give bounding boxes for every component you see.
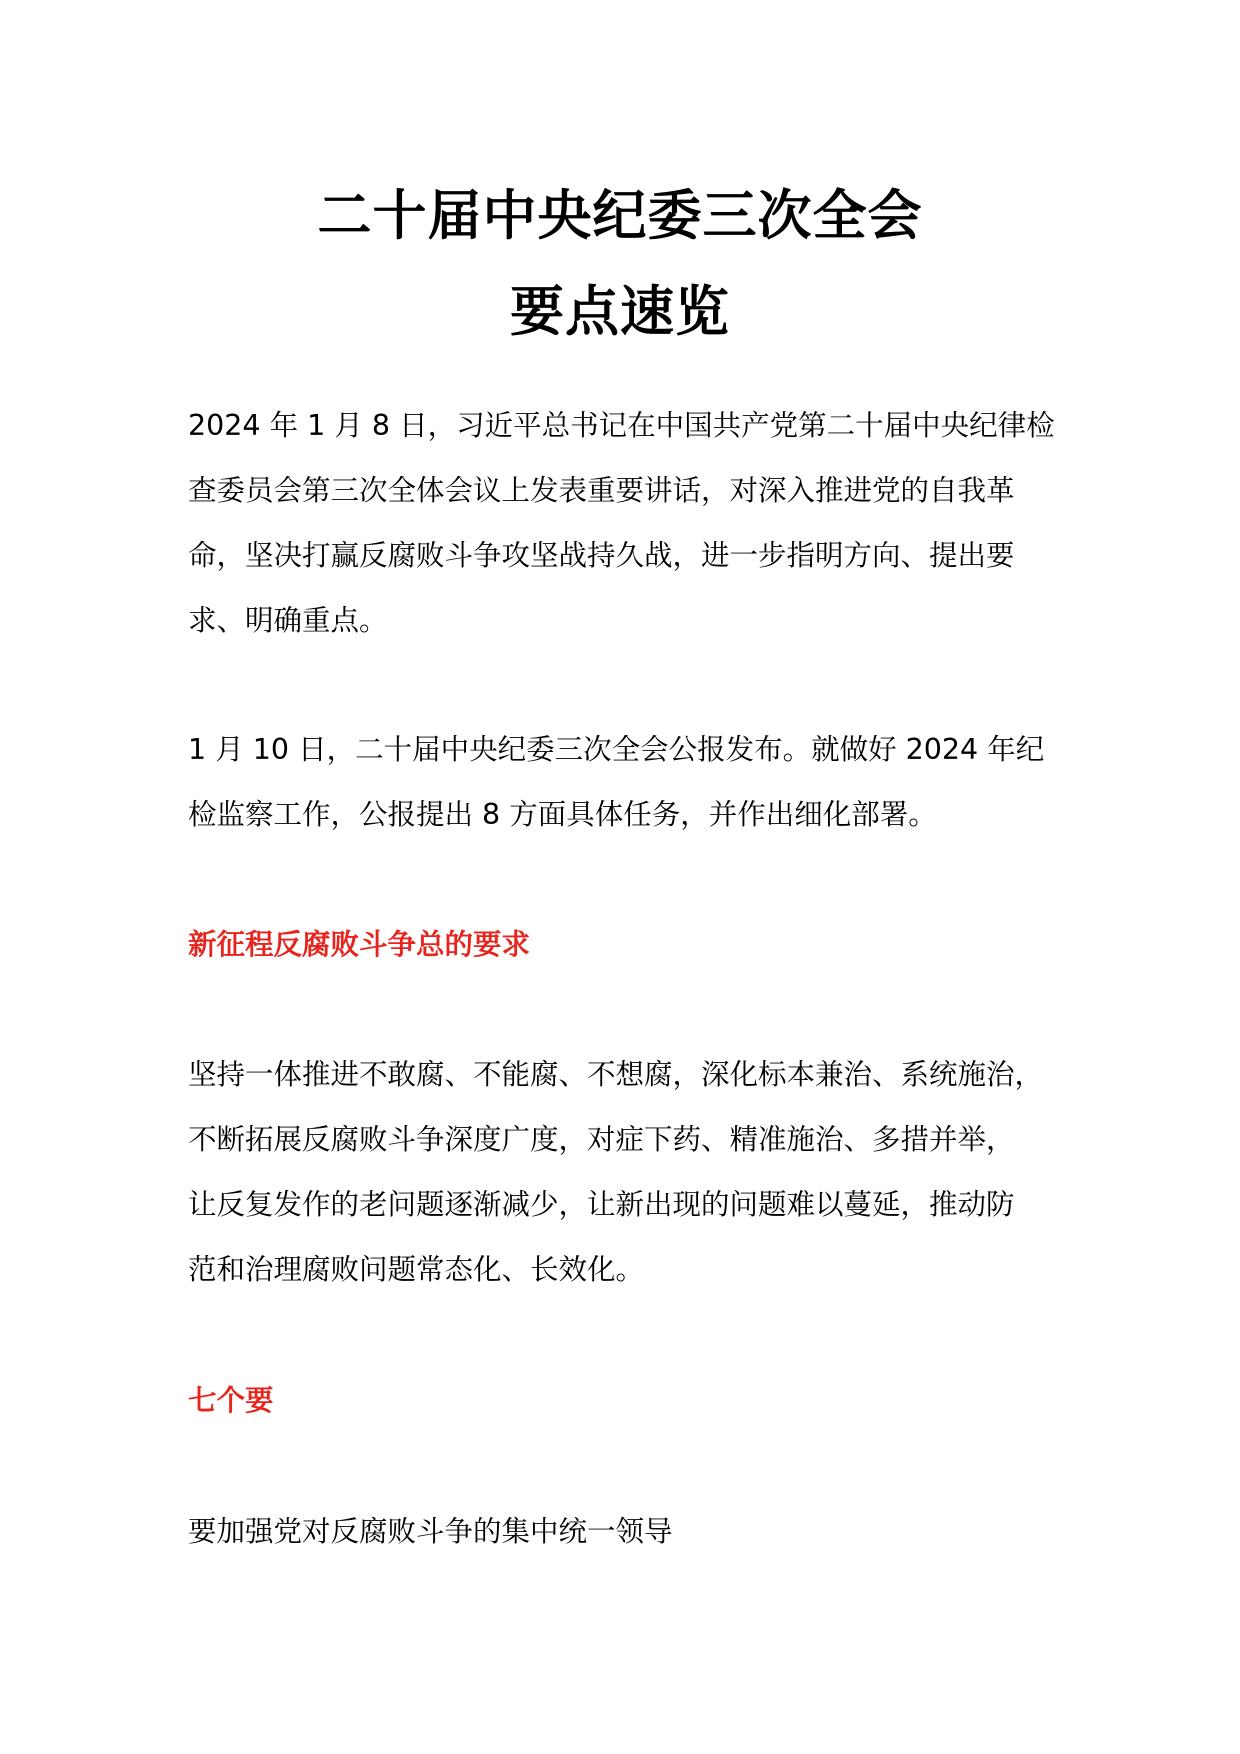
- document-title-line-1: 二十届中央纪委三次全会: [317, 184, 923, 247]
- document-title-line-2: 要点速览: [510, 280, 730, 343]
- paragraph-line: 范和治理腐败问题常态化、长效化。: [188, 1253, 645, 1286]
- paragraph-communique: [188, 717, 1088, 847]
- paragraph-line: 要加强党对反腐败斗争的集中统一领导: [188, 1515, 673, 1548]
- paragraph-line: 不断拓展反腐败斗争深度广度，对症下药、精准施治、多措并举，: [188, 1123, 1015, 1156]
- paragraph-line: 2024 年 1 月 8 日，习近平总书记在中国共产党第二十届中央纪律检: [188, 409, 1055, 442]
- paragraph-line: 坚持一体推进不敢腐、不能腐、不想腐，深化标本兼治、系统施治，: [188, 1058, 1044, 1091]
- paragraph-line: 检监察工作，公报提出 8 方面具体任务，并作出细化部署。: [188, 798, 937, 831]
- section-heading-requirements: 新征程反腐败斗争总的要求: [188, 928, 531, 961]
- paragraph-line: 1 月 10 日，二十届中央纪委三次全会公报发布。就做好 2024 年纪: [188, 733, 1045, 766]
- section-heading-seven-musts: 七个要: [188, 1384, 274, 1417]
- paragraph-requirements: [188, 1042, 1088, 1302]
- paragraph-line: 查委员会第三次全体会议上发表重要讲话，对深入推进党的自我革: [188, 474, 1015, 507]
- paragraph-seven-musts: [188, 1499, 1088, 1564]
- paragraph-line: 求、明确重点。: [188, 604, 388, 637]
- paragraph-intro: [188, 393, 1088, 653]
- paragraph-line: 让反复发作的老问题逐渐减少，让新出现的问题难以蔓延，推动防: [188, 1188, 1015, 1221]
- paragraph-line: 命，坚决打赢反腐败斗争攻坚战持久战，进一步指明方向、提出要: [188, 539, 1015, 572]
